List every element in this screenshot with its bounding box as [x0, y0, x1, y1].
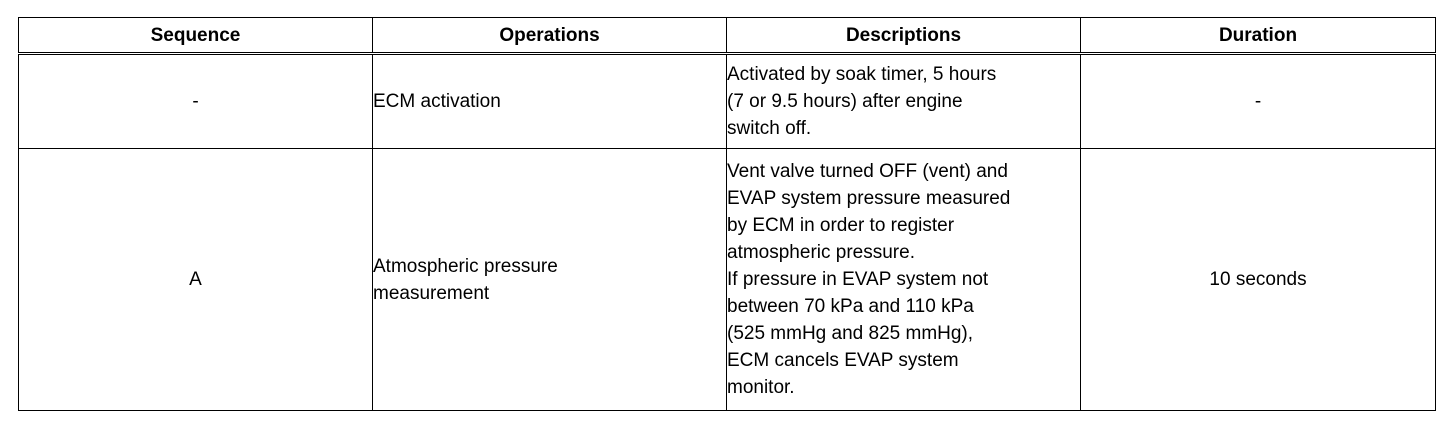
description-cell [727, 54, 1081, 149]
description-line: between 70 kPa and 110 kPa [727, 296, 974, 317]
description-line: ECM cancels EVAP system [727, 350, 959, 371]
description-line: atmospheric pressure. [727, 242, 915, 263]
description-line: Activated by soak timer, 5 hours [727, 64, 997, 85]
table-header-row [19, 18, 1436, 54]
header-sequence: Sequence [19, 18, 373, 54]
header-descriptions: Descriptions [727, 18, 1081, 54]
description-line: (7 or 9.5 hours) after engine [727, 91, 963, 112]
operation-cell [373, 149, 727, 411]
sequence-cell: - [19, 54, 373, 149]
header-operations: Operations [373, 18, 727, 54]
evap-monitor-sequence-table [18, 17, 1436, 411]
description-cell [727, 149, 1081, 411]
description-line: (525 mmHg and 825 mmHg), [727, 323, 974, 344]
operation-line: measurement [373, 282, 490, 304]
description-line: by ECM in order to register [727, 215, 955, 236]
duration-cell: 10 seconds [1081, 149, 1436, 411]
table-row [19, 54, 1436, 149]
duration-cell: - [1081, 54, 1436, 149]
description-line: switch off. [727, 118, 812, 139]
table-row [19, 149, 1436, 411]
description-line: Vent valve turned OFF (vent) and [727, 161, 1008, 182]
description-line: monitor. [727, 377, 795, 398]
operation-line: Atmospheric pressure [373, 255, 558, 277]
sequence-cell: A [19, 149, 373, 411]
description-line: EVAP system pressure measured [727, 188, 1011, 209]
operation-line: ECM activation [373, 91, 501, 112]
description-line: If pressure in EVAP system not [727, 269, 989, 290]
header-duration: Duration [1081, 18, 1436, 54]
operation-cell [373, 54, 727, 149]
